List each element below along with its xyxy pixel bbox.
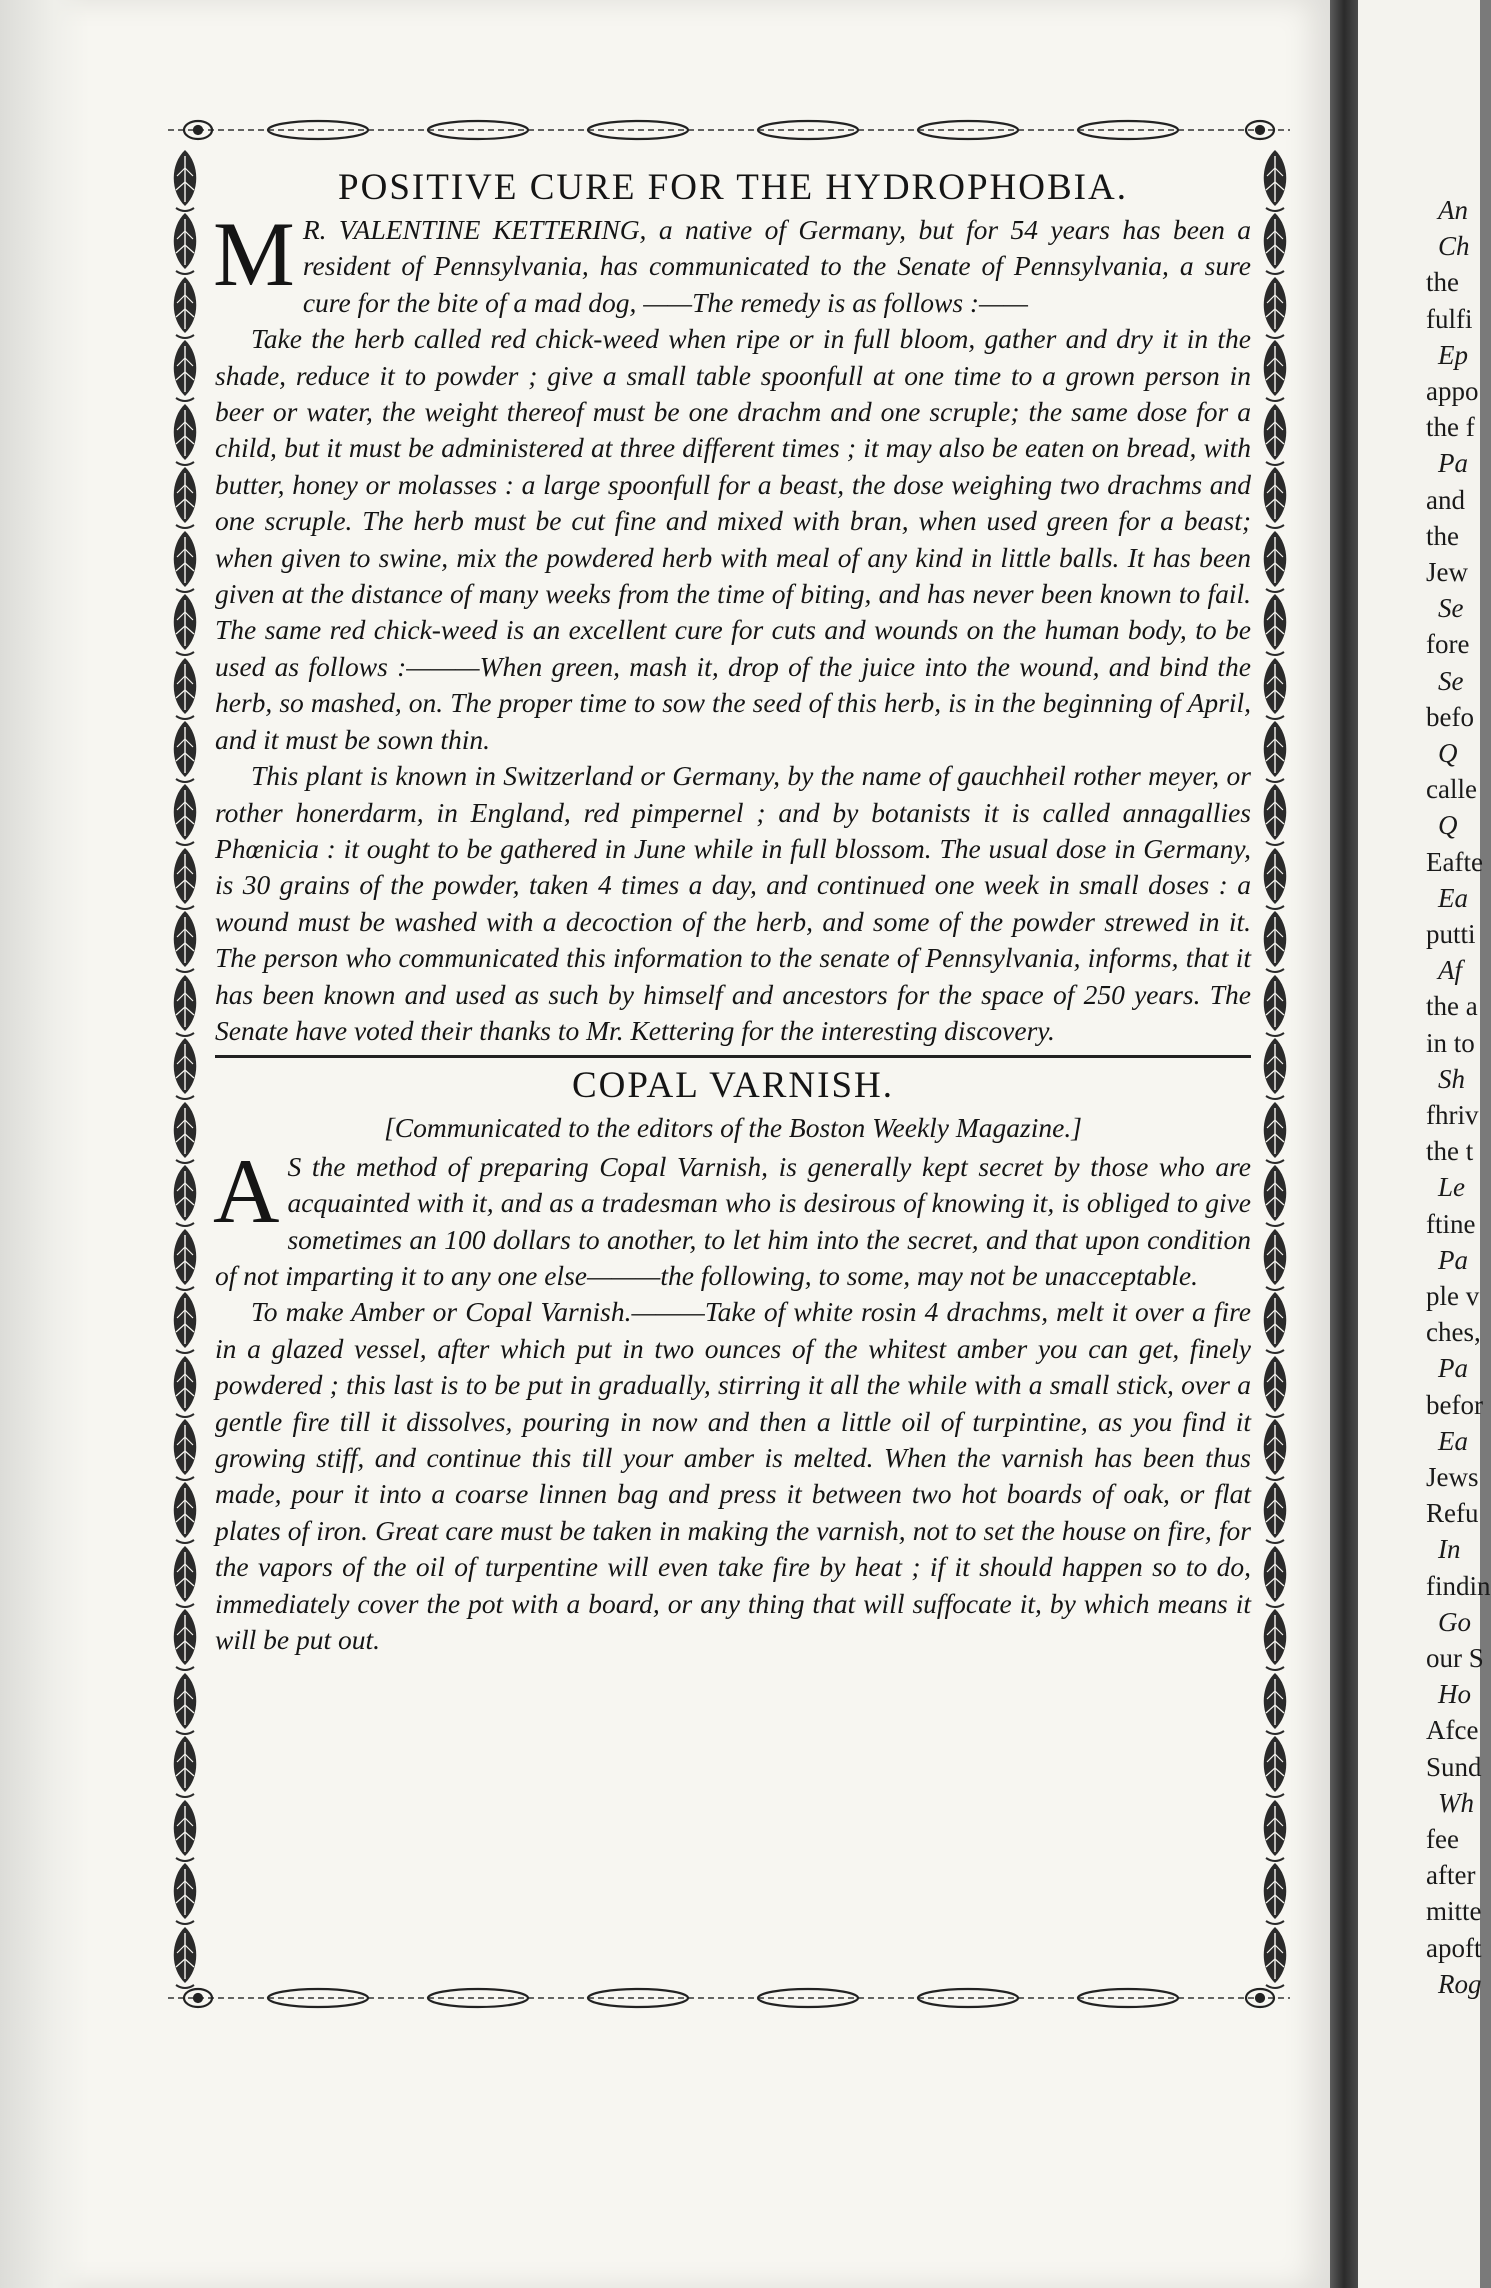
leaf-ornament-icon — [1252, 1290, 1298, 1354]
leaf-ornament-icon — [162, 1227, 208, 1291]
paragraph-pimpernel: This plant is known in Switzerland or Germany, by the name of gauchheil rother meyer, or rother honerdarm, in England, red pimpernel ; and by botanists it is called annagallies Phœnicia : it ought to be gathered in June while in full blossom. The usual dose in Germany, is 30 grains of the powder, taken 4 times a day, and continued one week in small doses : a wound must be washed with a decoction of the herb, and some of the powder strewed in it. The person who communicated this information to the senate of Pennsylvania, informs, that it has been known and used as such by himself and ancestors for the space of 250 years. The Senate have voted their thanks to Mr. Kettering for the interesting discovery. — [215, 760, 1251, 1046]
leaf-ornament-icon — [162, 211, 208, 275]
right-page-line: our S — [1426, 1643, 1484, 1673]
paragraph-remedy: Take the herb called red chick-weed when ripe or in full bloom, gather and dry it in the shade, reduce it to powder ; give a small table spoonfull at one time to a grown person in beer or water, the weight thereof must be one drachm and one scruple; the same dose for a child, but it must be administered at three different times ; it may also be eaten on bread, with butter, honey or molasses : a large spoonfull for a beast, the dose weighing two drachms and one scruple. The herb must be cut fine and mixed with bran, when used green for a beast; when given to swine, mix the powdered herb with meal of any kind in little balls. It has been given at the distance of many weeks from the time of biting, and has never been known to fail. The same red chick-weed is an excellent cure for cuts and wounds on the human body, to be used as follows :———When green, mash it, drop of the juice into the wound, and bind the herb, so mashed, on. The proper time to sow the seed of this herb, is in the beginning of April, and it must be sown thin. — [215, 323, 1251, 755]
right-page-line: Wh — [1438, 1787, 1474, 1818]
leaf-ornament-icon — [162, 1544, 208, 1608]
leaf-ornament-icon — [162, 909, 208, 973]
right-page-line: Pa — [1438, 1244, 1468, 1275]
right-page-line: befo — [1426, 701, 1474, 732]
right-page-line: fee — [1426, 1824, 1459, 1854]
right-page-line: An — [1438, 195, 1468, 225]
drop-cap: M — [213, 203, 295, 305]
intro-text: R. VALENTINE KETTERING, a native of Germany, but for 54 years has been a resident of Pennsylvania, has communicated to the Senate of Pennsylvania, a sure cure for the bite of a mad dog, ——The remedy is as follows :—— — [302, 214, 1251, 318]
leaf-ornament-icon — [162, 656, 208, 720]
leaf-ornament-icon — [162, 973, 208, 1037]
right-page-line: after — [1426, 1860, 1476, 1891]
leaf-ornament-icon — [162, 1417, 208, 1481]
article-intro-copal — [213, 1139, 1251, 1295]
leaf-ornament-icon — [1252, 719, 1298, 783]
right-page-line: appo — [1426, 376, 1479, 406]
right-page-line: Afce — [1426, 1715, 1479, 1746]
right-page-line: mitte — [1426, 1896, 1482, 1927]
right-page-line: the — [1426, 267, 1459, 298]
leaf-ornament-icon — [1252, 1734, 1298, 1798]
right-page-line: findin — [1426, 1570, 1491, 1601]
right-page-line: Ea — [1438, 1425, 1468, 1456]
leaf-ornament-icon — [1252, 656, 1298, 720]
leaf-ornament-icon — [1252, 529, 1298, 593]
leaf-ornament-icon — [162, 402, 208, 466]
right-page-line: apoft — [1426, 1932, 1482, 1963]
right-page-line: Ho — [1438, 1679, 1471, 1710]
leaf-ornament-icon — [162, 529, 208, 593]
right-page-line: Ep — [1438, 339, 1468, 370]
right-page-line: Jew — [1426, 557, 1468, 587]
leaf-ornament-icon — [162, 1607, 208, 1671]
right-page-line: In — [1438, 1534, 1461, 1565]
editor-note: [Communicated to the editors of the Boston Weekly Magazine.] — [384, 1112, 1082, 1144]
right-page-line: Jews — [1426, 1462, 1479, 1492]
leaf-ornament-icon — [1252, 1861, 1298, 1925]
text-column — [215, 166, 1251, 1658]
leaf-ornament-icon — [1252, 275, 1298, 339]
article-intro-hydrophobia — [213, 203, 1251, 321]
leaf-ornament-icon — [162, 1036, 208, 1100]
right-page-line: ple v — [1426, 1281, 1480, 1311]
leaf-ornament-icon — [162, 1734, 208, 1798]
top-ornament-border — [168, 112, 1290, 148]
leaf-ornament-icon — [1252, 592, 1298, 656]
leaf-ornament-icon — [1252, 1227, 1298, 1291]
right-page-line: the f — [1426, 412, 1475, 443]
leaf-ornament-icon — [1252, 1480, 1298, 1544]
section-divider — [215, 1055, 1251, 1058]
right-page-line: Refu — [1426, 1498, 1479, 1529]
leaf-ornament-icon — [1252, 148, 1298, 212]
paragraph-recipe — [215, 1294, 1251, 1658]
leaf-ornament-icon — [162, 1163, 208, 1227]
leaf-ornament-icon — [1252, 846, 1298, 910]
right-page-line: Se — [1438, 665, 1464, 696]
intro-text: S the method of preparing Copal Varnish, is generally kept secret by those who are acquainted with it, and as a tradesman who is desirous of knowing it, is obliged to give sometimes an 100 dollars to another, to let him into the secret, and that upon condition of not imparting it to any one else———the following, to some, may not be unacceptable. — [215, 1150, 1251, 1291]
leaf-ornament-icon — [1252, 1544, 1298, 1608]
leaf-ornament-icon — [162, 1354, 208, 1418]
right-page-line: Sund — [1426, 1751, 1482, 1782]
right-page-line: Ch — [1438, 231, 1470, 262]
right-page-line: Rog — [1438, 1968, 1482, 1999]
leaf-ornament-icon — [162, 592, 208, 656]
leaf-ornament-icon — [162, 1100, 208, 1164]
right-page-line: Go — [1438, 1606, 1471, 1637]
leaf-ornament-icon — [1252, 1925, 1298, 1989]
right-page-line: Pa — [1438, 448, 1468, 479]
leaf-ornament-icon — [1252, 338, 1298, 402]
leaf-ornament-icon — [1252, 211, 1298, 275]
right-page-line: in to — [1426, 1027, 1475, 1058]
leaf-ornament-icon — [162, 782, 208, 846]
leaf-ornament-icon — [1252, 1607, 1298, 1671]
leaf-ornament-icon — [162, 1480, 208, 1544]
leaf-ornament-icon — [1252, 1354, 1298, 1418]
article-headline-copal: COPAL VARNISH. — [571, 1065, 895, 1107]
right-page-fragment — [1358, 0, 1491, 2288]
right-page-line: the t — [1426, 1136, 1474, 1167]
leaf-ornament-icon — [162, 1861, 208, 1925]
right-page-line: Eafte — [1426, 846, 1483, 877]
right-page-line: fulfi — [1426, 303, 1473, 334]
right-page-line: the — [1426, 520, 1459, 551]
right-page-line: Le — [1438, 1172, 1465, 1203]
leaf-ornament-icon — [162, 465, 208, 529]
leaf-ornament-icon — [1252, 782, 1298, 846]
right-page-line: ches, — [1426, 1317, 1481, 1348]
right-page-line: and — [1426, 484, 1465, 515]
leaf-ornament-icon — [1252, 465, 1298, 529]
leaf-ornament-icon — [1252, 973, 1298, 1037]
right-page-line: Pa — [1438, 1353, 1468, 1384]
leaf-ornament-icon — [1252, 1671, 1298, 1735]
right-page-line: befor — [1426, 1389, 1483, 1420]
right-page-line: fore — [1426, 629, 1470, 660]
leaf-ornament-icon — [1252, 1798, 1298, 1862]
right-leaf-column — [1252, 148, 1298, 1988]
leaf-ornament-icon — [162, 1671, 208, 1735]
leaf-ornament-icon — [162, 148, 208, 212]
right-page-line: Af — [1438, 955, 1462, 986]
leaf-ornament-icon — [162, 275, 208, 339]
left-leaf-column — [162, 148, 208, 1988]
right-page-line: fhriv — [1426, 1100, 1479, 1130]
right-page-line: the a — [1426, 991, 1478, 1022]
right-page-line: ftine — [1426, 1208, 1476, 1239]
leaf-ornament-icon — [162, 719, 208, 783]
right-page-line: Ea — [1438, 882, 1468, 913]
leaf-ornament-icon — [162, 846, 208, 910]
leaf-ornament-icon — [1252, 1100, 1298, 1164]
leaf-ornament-icon — [1252, 1417, 1298, 1481]
right-page-line: putti — [1426, 919, 1476, 949]
leaf-ornament-icon — [1252, 402, 1298, 466]
drop-cap: A — [213, 1139, 280, 1242]
leaf-ornament-icon — [162, 1925, 208, 1989]
leaf-ornament-icon — [162, 1290, 208, 1354]
right-page-line: Se — [1438, 593, 1464, 624]
article-headline-hydrophobia: POSITIVE CURE FOR THE HYDROPHOBIA. — [338, 167, 1128, 208]
leaf-ornament-icon — [162, 1798, 208, 1862]
right-page-line: Q — [1438, 738, 1458, 768]
recipe-text: ———Take of white rosin 4 drachms, melt it over a fire in a glazed vessel, after which put in two ounces of the whitest amber you can get, finely powdered ; this last is to be put in gradually, stirring it all the while with a small stick, over a gentle fire till it dissolves, pouring in now and then a little oil of turpintine, as you find it growing stiff, and continue this till your amber is melted. When the varnish has been thus made, pour it into a coarse linnen bag and press it between two hot boards of oak, or flat plates of iron. Great care must be taken in making the varnish, not to set the house on fire, for the vapors of the oil of turpentine will even take fire by heat ; if it should happen so to do, immediately cover the pot with a board, or any thing that will suffocate it, by which means it will be put out. — [215, 1296, 1251, 1656]
leaf-ornament-icon — [1252, 1163, 1298, 1227]
leaf-ornament-icon — [1252, 1036, 1298, 1100]
leaf-ornament-icon — [162, 338, 208, 402]
right-page-line: Sh — [1438, 1063, 1465, 1094]
right-page-line: calle — [1426, 774, 1477, 805]
right-page-line: Q — [1438, 810, 1458, 841]
bottom-ornament-border — [168, 1980, 1290, 2016]
book-gutter — [1330, 0, 1358, 2288]
leaf-ornament-icon — [1252, 909, 1298, 973]
recipe-lead: To make Amber or Copal Varnish. — [251, 1296, 632, 1328]
